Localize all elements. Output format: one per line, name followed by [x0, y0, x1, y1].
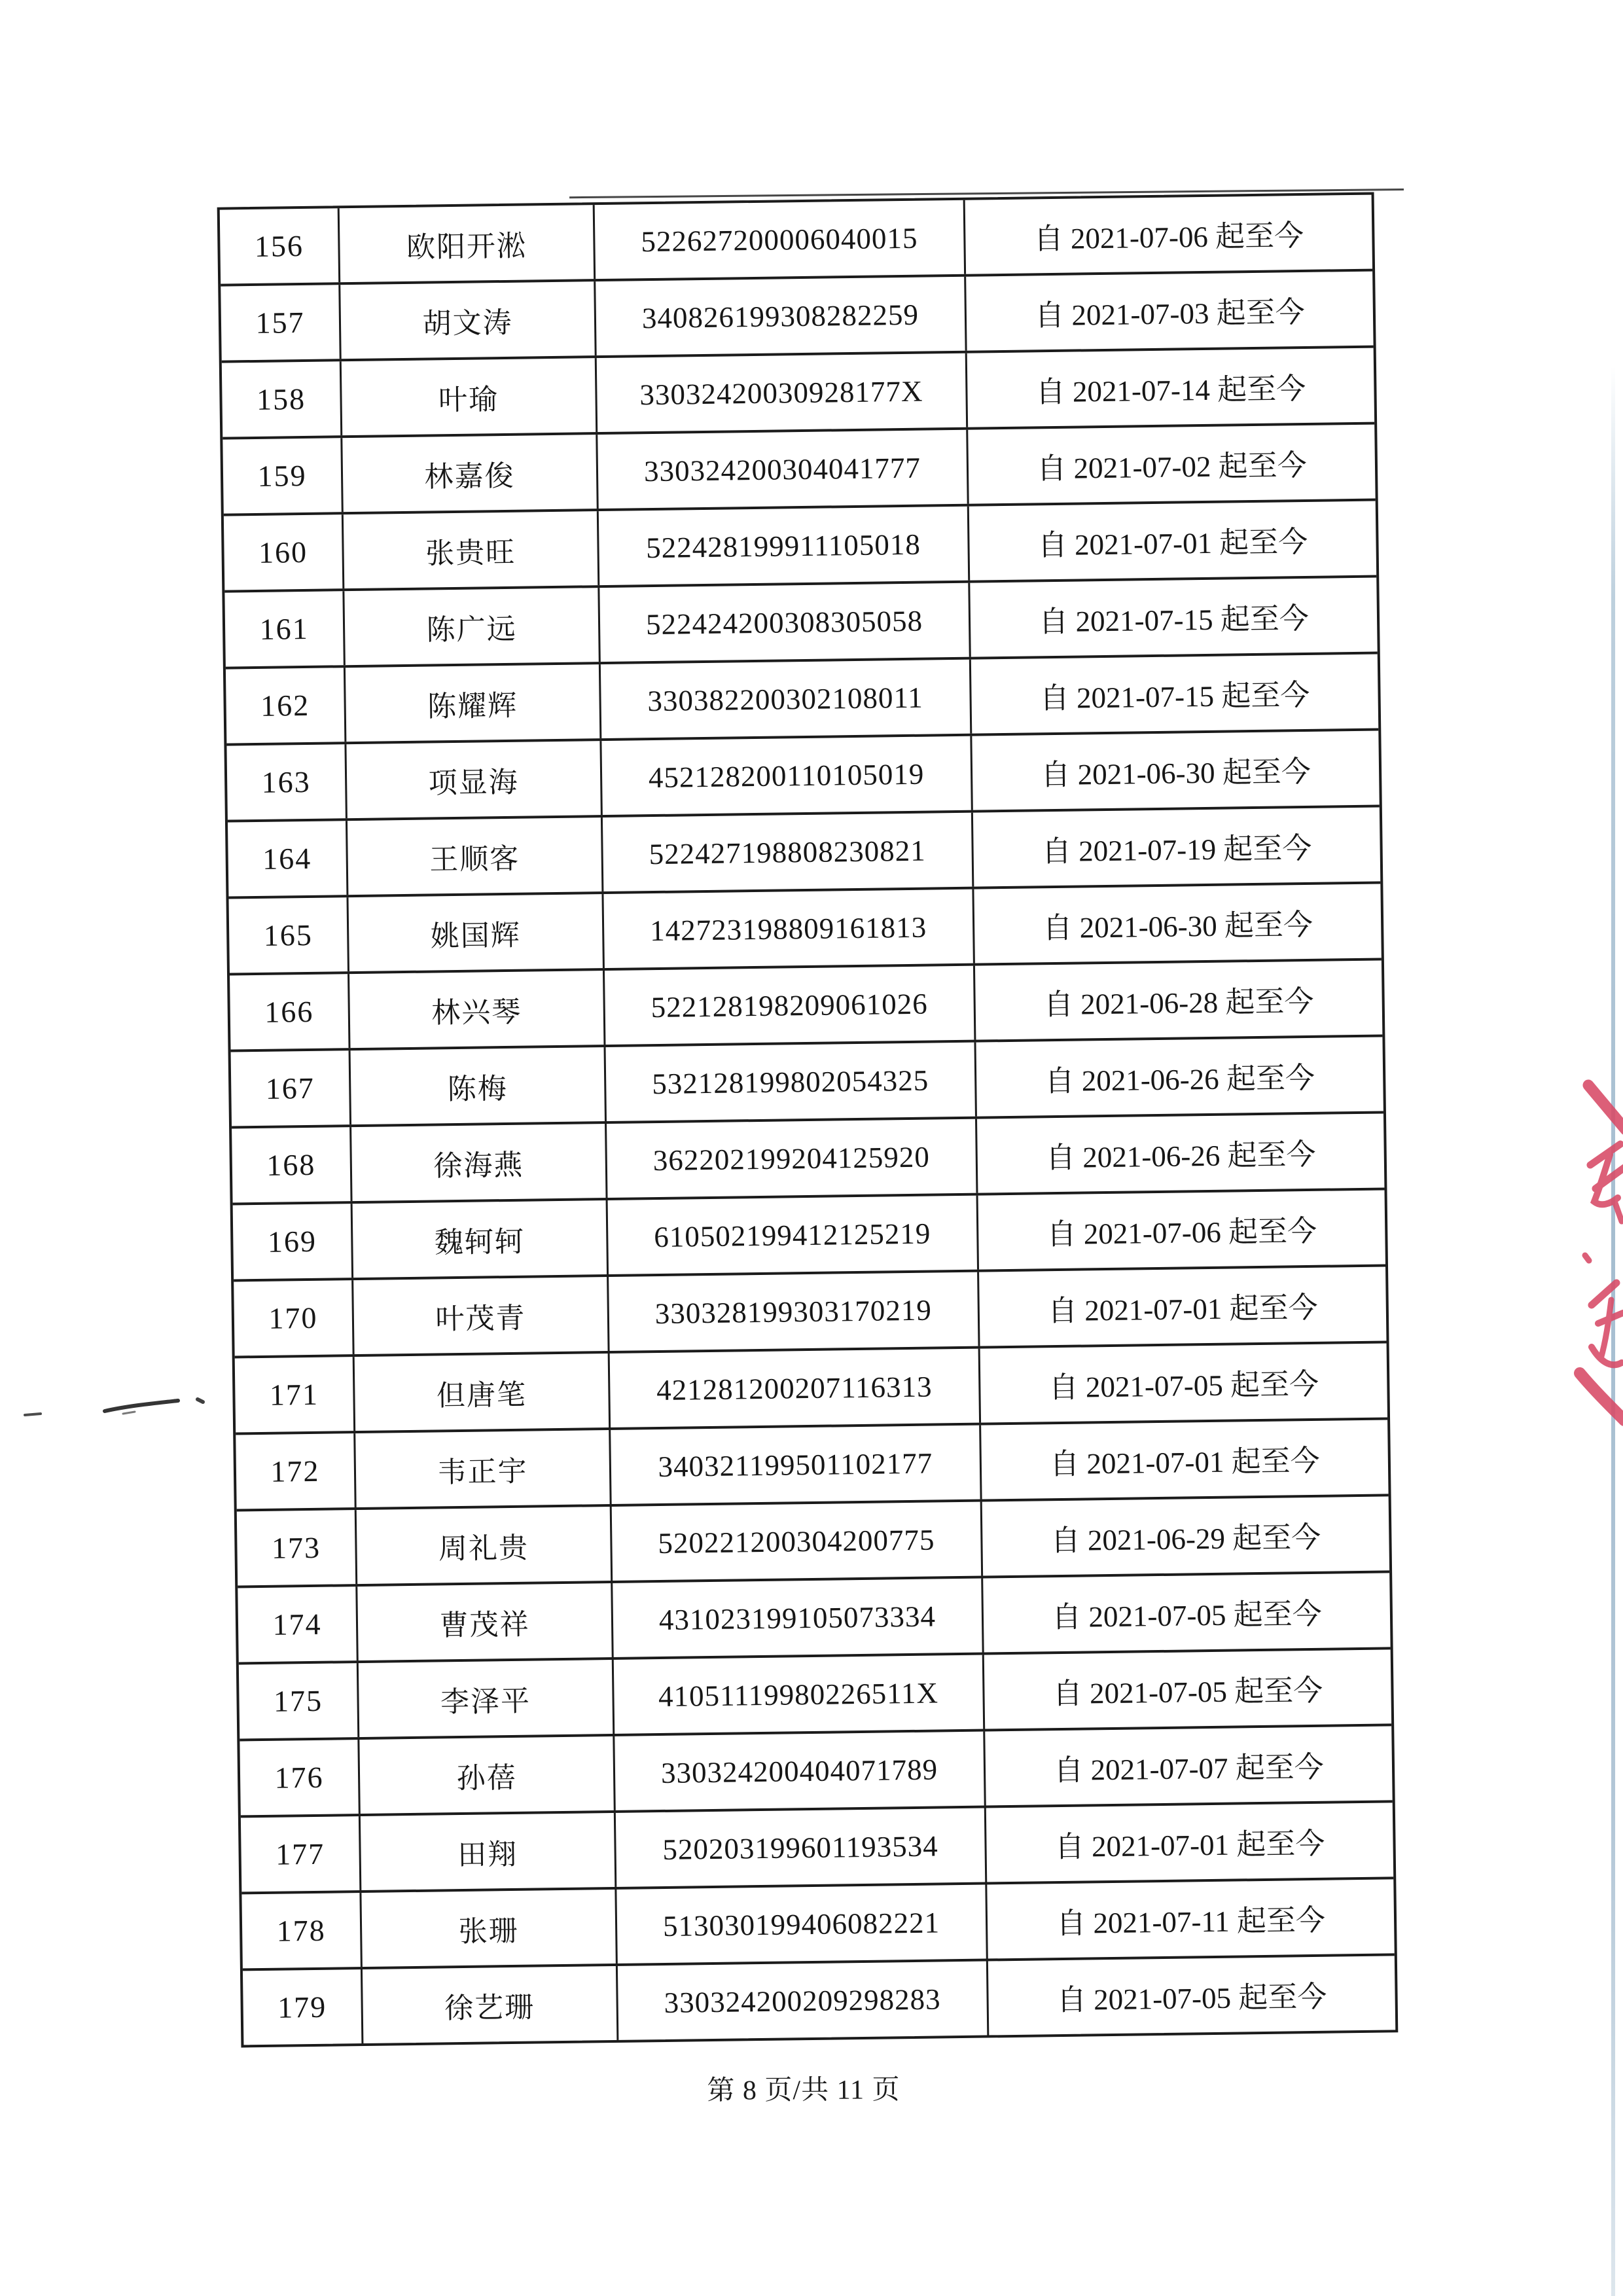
cell-id-number: 522128198209061026: [603, 966, 974, 1045]
cell-validity-period: 自 2021-07-19 起至今: [971, 808, 1380, 887]
cell-row-number: 162: [260, 688, 310, 723]
cell-row-number: 172: [270, 1454, 320, 1488]
cell-person-name: 魏轲轲: [351, 1200, 607, 1278]
cell-validity-period: 自 2021-07-01 起至今: [979, 1420, 1388, 1499]
table-row: [226, 652, 1378, 744]
cell-person-name: 徐艺珊: [361, 1966, 616, 2043]
cell-validity-period: 自 2021-07-15 起至今: [968, 578, 1377, 657]
table-row: [230, 958, 1382, 1050]
cell-person-name: 周礼贵: [355, 1507, 611, 1584]
table-row: [232, 1111, 1384, 1202]
cell-row-number: 174: [272, 1607, 322, 1641]
table-row: [228, 882, 1381, 973]
cell-person-name: 林兴琴: [348, 971, 603, 1048]
cell-id-number: 330324200404071789: [613, 1732, 984, 1810]
cell-validity-period: 自 2021-07-02 起至今: [966, 425, 1375, 504]
cell-id-number: 330382200302108011: [599, 660, 970, 738]
cell-row-number: 160: [258, 535, 308, 569]
cell-validity-period: 自 2021-07-15 起至今: [969, 655, 1378, 734]
cell-row-number: 173: [271, 1530, 321, 1565]
cell-id-number: 330324200304041777: [596, 430, 967, 509]
cell-validity-period: 自 2021-07-06 起至今: [976, 1190, 1385, 1269]
cell-id-number: 610502199412125219: [606, 1196, 977, 1274]
cell-id-number: 362202199204125920: [605, 1119, 976, 1198]
cell-row-number: 163: [261, 764, 312, 799]
table-row: [223, 422, 1375, 514]
cell-validity-period: 自 2021-07-05 起至今: [981, 1573, 1390, 1652]
cell-id-number: 532128199802054325: [604, 1043, 975, 1121]
roster-table-body: [217, 192, 1399, 2048]
scan-scratch-mark: [7, 1394, 223, 1433]
cell-person-name: 姚国辉: [346, 894, 602, 971]
table-row: [233, 1187, 1385, 1279]
cell-validity-period: 自 2021-06-26 起至今: [974, 1037, 1383, 1116]
cell-person-name: 田翔: [359, 1813, 615, 1890]
table-row: [234, 1264, 1386, 1355]
page-footer: 第 8 页/共 11 页: [707, 2075, 901, 2106]
cell-id-number: 340321199501102177: [609, 1426, 980, 1504]
cell-person-name: 叶茂青: [351, 1277, 607, 1354]
table-row: [224, 499, 1376, 590]
cell-row-number: 177: [275, 1837, 325, 1871]
cell-row-number: 178: [276, 1913, 326, 1948]
cell-row-number: 164: [262, 841, 312, 876]
cell-person-name: 但唐笔: [353, 1354, 609, 1431]
cell-id-number: 142723198809161813: [601, 889, 972, 968]
cell-person-name: 项显海: [344, 741, 600, 818]
table-row: [221, 269, 1373, 361]
cell-id-number: 522627200006040015: [593, 200, 964, 279]
table-row: [231, 1034, 1383, 1126]
cell-id-number: 421281200207116313: [608, 1349, 979, 1427]
cell-id-number: 513030199406082221: [615, 1885, 986, 1964]
cell-validity-period: 自 2021-07-05 起至今: [978, 1343, 1387, 1422]
cell-validity-period: 自 2021-06-30 起至今: [970, 731, 1379, 810]
cell-person-name: 林嘉俊: [340, 435, 596, 512]
cell-validity-period: 自 2021-07-11 起至今: [985, 1879, 1394, 1958]
table-row: [228, 805, 1380, 897]
cell-row-number: 165: [263, 918, 313, 952]
table-row: [238, 1570, 1390, 1662]
table-row: [243, 1953, 1395, 2045]
cell-validity-period: 自 2021-07-01 起至今: [977, 1266, 1386, 1346]
cell-id-number: 41051119980226511X: [612, 1655, 983, 1734]
cell-person-name: 欧阳开淞: [338, 205, 594, 282]
cell-validity-period: 自 2021-07-14 起至今: [965, 348, 1374, 427]
table-row: [240, 1723, 1392, 1815]
cell-validity-period: 自 2021-06-29 起至今: [980, 1496, 1389, 1575]
cell-row-number: 176: [274, 1760, 324, 1795]
cell-id-number: 452128200110105019: [599, 736, 971, 815]
cell-id-number: 340826199308282259: [594, 277, 965, 355]
table-row: [226, 728, 1379, 820]
cell-validity-period: 自 2021-07-05 起至今: [986, 1956, 1395, 2035]
cell-person-name: 李泽平: [357, 1660, 613, 1737]
cell-validity-period: 自 2021-07-07 起至今: [983, 1726, 1392, 1805]
cell-row-number: 156: [254, 228, 304, 263]
cell-validity-period: 自 2021-06-28 起至今: [973, 961, 1382, 1040]
table-row: [224, 575, 1377, 667]
cell-id-number: 520221200304200775: [610, 1502, 981, 1581]
cell-person-name: 张珊: [359, 1890, 615, 1967]
table-row: [236, 1417, 1388, 1509]
cell-id-number: 522427198808230821: [601, 813, 972, 891]
cell-id-number: 522424200308305058: [597, 583, 969, 662]
cell-id-number: 33032420030928177X: [595, 353, 966, 432]
table-row: [241, 1800, 1393, 1892]
cell-row-number: 167: [265, 1071, 315, 1105]
table-row: [241, 1876, 1394, 1968]
cell-row-number: 171: [269, 1377, 319, 1412]
cell-row-number: 157: [255, 305, 305, 340]
table-row: [237, 1494, 1389, 1585]
cell-row-number: 170: [268, 1300, 318, 1335]
cell-id-number: 431023199105073334: [611, 1579, 982, 1657]
cell-person-name: 陈广远: [342, 588, 598, 665]
cell-validity-period: 自 2021-07-01 起至今: [967, 501, 1376, 581]
cell-row-number: 169: [267, 1224, 317, 1259]
table-row: [239, 1647, 1391, 1738]
cell-person-name: 叶瑜: [340, 358, 596, 435]
cell-validity-period: 自 2021-06-26 起至今: [975, 1113, 1384, 1193]
cell-person-name: 张贵旺: [342, 511, 597, 588]
cell-person-name: 孙蓓: [357, 1736, 613, 1814]
cell-row-number: 158: [256, 382, 306, 416]
table-row: [222, 346, 1374, 437]
roster-table: [217, 192, 1399, 2048]
cell-row-number: 179: [277, 1990, 327, 2024]
cell-validity-period: 自 2021-07-06 起至今: [963, 195, 1372, 274]
cell-id-number: 330328199303170219: [607, 1272, 978, 1351]
cell-person-name: 胡文涛: [338, 281, 594, 359]
cell-validity-period: 自 2021-07-03 起至今: [964, 272, 1373, 351]
cell-validity-period: 自 2021-06-30 起至今: [972, 884, 1381, 963]
table-row: [235, 1340, 1387, 1432]
cell-id-number: 330324200209298283: [616, 1962, 987, 2040]
cell-id-number: 522428199911105018: [597, 507, 968, 585]
red-stamp-fragment-icon: [1552, 1067, 1623, 1433]
cell-row-number: 168: [266, 1147, 316, 1182]
cell-person-name: 徐海燕: [349, 1124, 605, 1201]
cell-person-name: 陈耀辉: [344, 664, 599, 742]
cell-row-number: 166: [264, 994, 314, 1029]
cell-row-number: 159: [257, 458, 307, 493]
cell-person-name: 韦正宇: [353, 1430, 609, 1507]
cell-id-number: 520203199601193534: [614, 1808, 985, 1887]
cell-person-name: 曹茂祥: [355, 1583, 611, 1660]
cell-person-name: 陈梅: [349, 1047, 605, 1124]
cell-row-number: 161: [259, 611, 309, 646]
cell-person-name: 王顺客: [346, 817, 601, 895]
cell-validity-period: 自 2021-07-05 起至今: [982, 1649, 1391, 1729]
cell-row-number: 175: [273, 1683, 323, 1718]
cell-validity-period: 自 2021-07-01 起至今: [984, 1803, 1393, 1882]
